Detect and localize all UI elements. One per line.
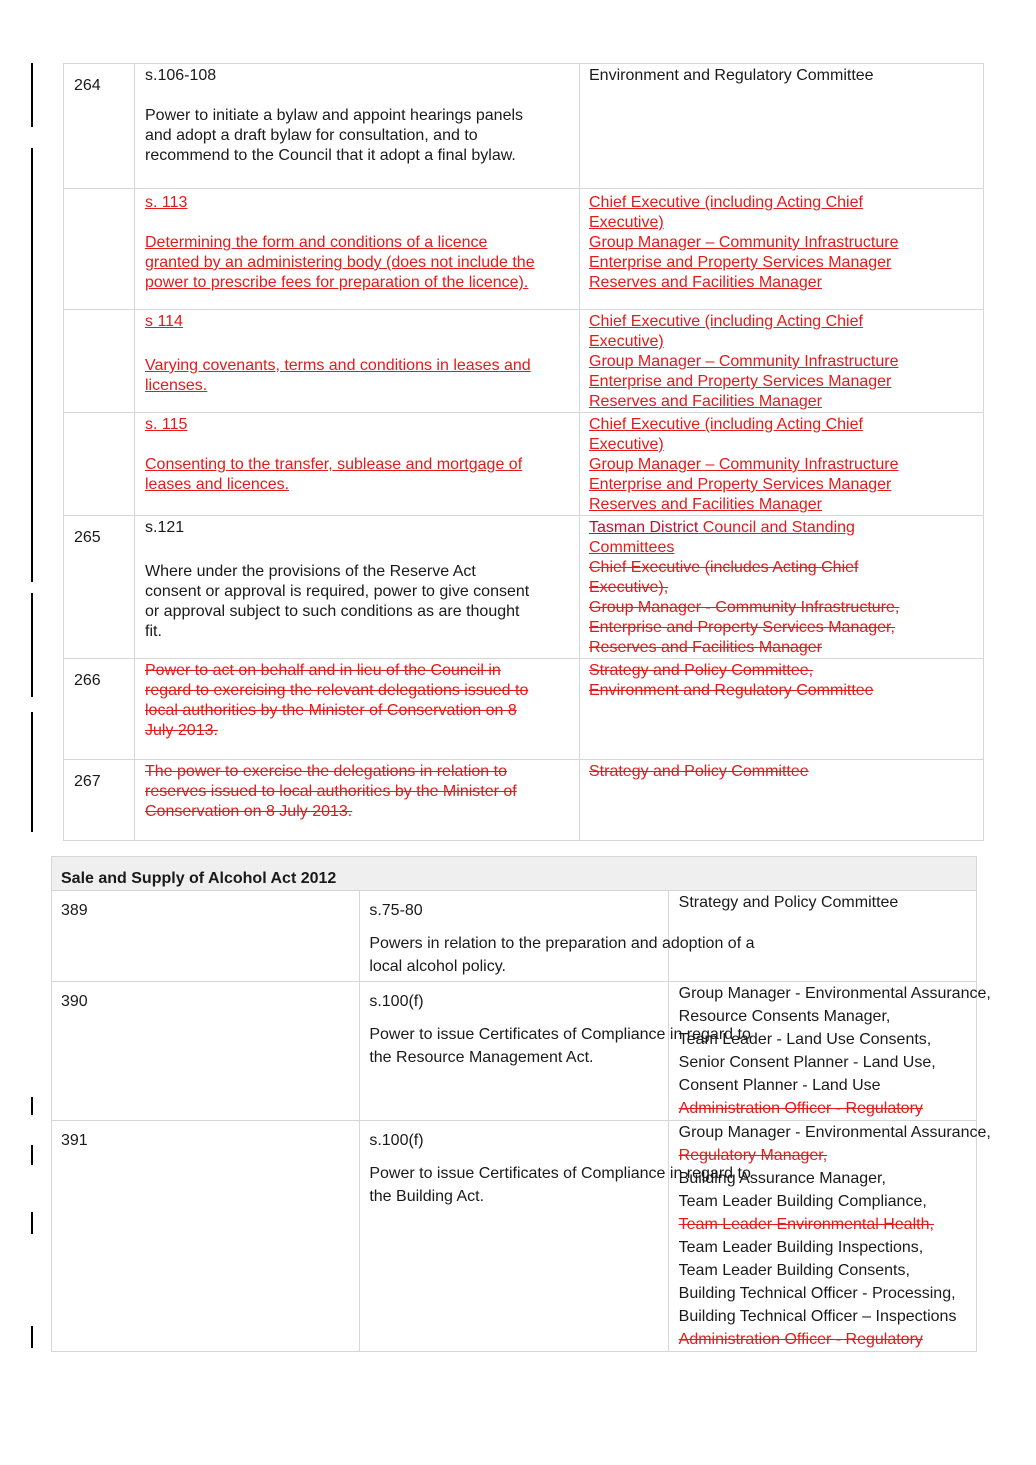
description-line: granted by an administering body (does not include the (145, 254, 535, 271)
delegate-line: Group Manager – Community Infrastructure (589, 353, 899, 370)
delegate-line-deleted: Regulatory Manager, (678, 1147, 828, 1164)
description-line: leases and licences. (145, 476, 290, 493)
change-bar (31, 1145, 33, 1165)
delegate-line: Chief Executive (including Acting Chief (589, 194, 863, 211)
description-line: Consenting to the transfer, sublease and mortgage of (145, 456, 523, 473)
delegate-line: Consent Planner - Land Use (678, 1077, 881, 1094)
delegate-line: Reserves and Facilities Manager (589, 496, 822, 513)
row-number (64, 413, 135, 516)
table-row (64, 310, 984, 413)
delegate-line-deleted: Team Leader Environmental Health, (678, 1216, 934, 1233)
delegate-line: Executive) (589, 436, 664, 453)
provision-cell (360, 982, 751, 1121)
delegate-cell (580, 189, 984, 310)
provision-cell (135, 310, 580, 413)
provision-cell (135, 516, 580, 659)
description-line: Determining the form and conditions of a licence (145, 234, 488, 251)
provision-cell (360, 1121, 751, 1352)
delegate-line-deleted: Administration Officer - Regulatory (678, 1331, 923, 1348)
description-line: power to prescribe fees for preparation of the licence). (145, 274, 529, 291)
description-line-deleted: The power to exercise the delegations in relation to (145, 763, 507, 780)
description-line-deleted: reserves issued to local authorities by the Minister of (145, 783, 517, 800)
row-number: 391 (52, 1121, 360, 1352)
row-number: 265 (64, 516, 135, 659)
change-bar (31, 148, 33, 582)
delegate-line-deleted: Group Manager - Community Infrastructure, (589, 599, 900, 616)
description-line: consent or approval is required, power to give consent (145, 583, 530, 600)
provision-cell (135, 760, 580, 841)
provision-cell (135, 659, 580, 760)
delegate-line: Tasman District Council and Standing (589, 519, 855, 536)
description-line-deleted: Conservation on 8 July 2013. (145, 803, 353, 820)
row-number: 390 (52, 982, 360, 1121)
description-line-deleted: regard to exercising the relevant delegations issued to (145, 682, 529, 699)
section-ref: s. 113 (145, 194, 188, 211)
description-line: and adopt a draft bylaw for consultation, and to (145, 127, 478, 144)
delegate-line: Group Manager – Community Infrastructure (589, 234, 899, 251)
change-bar (31, 712, 33, 832)
delegate-line-deleted: Executive), (589, 579, 669, 596)
delegate-line: Senior Consent Planner - Land Use, (678, 1054, 936, 1071)
table-row (64, 659, 984, 760)
description-line: Power to issue Certificates of Compliance in regard to (369, 1165, 751, 1182)
change-bar (31, 1097, 33, 1115)
section-ref: s.100(f) (369, 993, 424, 1010)
description-line: Powers in relation to the preparation and adoption of a (369, 935, 755, 952)
description-line: local alcohol policy. (369, 958, 506, 975)
description-line: Where under the provisions of the Reserve Act (145, 563, 476, 580)
delegate-line-deleted: Chief Executive (includes Acting Chief (589, 559, 859, 576)
delegate-line: Chief Executive (including Acting Chief (589, 313, 863, 330)
row-number: 266 (64, 659, 135, 760)
section-ref: s.100(f) (369, 1132, 424, 1149)
delegate-line: Chief Executive (including Acting Chief (589, 416, 863, 433)
delegate-line: Executive) (589, 214, 664, 231)
alcohol-act-table (51, 856, 991, 1352)
description-line: licenses. (145, 377, 208, 394)
delegate-line: Strategy and Policy Committee (678, 894, 899, 911)
delegate-line: Group Manager - Environmental Assurance, (678, 1124, 991, 1141)
delegate-cell (580, 413, 984, 516)
delegate-line-deleted: Strategy and Policy Committee, (589, 662, 814, 679)
delegate-line: Resource Consents Manager, (678, 1008, 891, 1025)
delegate-line: Reserves and Facilities Manager (589, 393, 822, 410)
description-line: or approval subject to such conditions as are thought (145, 603, 520, 620)
row-number (64, 189, 135, 310)
section-ref: s.106-108 (145, 67, 217, 84)
delegate-cell (580, 760, 984, 841)
description-line: the Building Act. (369, 1188, 485, 1205)
delegate-cell (668, 1121, 991, 1352)
delegate-line: Enterprise and Property Services Manager (589, 373, 892, 390)
table-row (64, 189, 984, 310)
provision-cell (360, 891, 755, 982)
delegate-line-deleted: Reserves and Facilities Manager (589, 639, 822, 656)
section-ref: s.121 (145, 519, 185, 536)
section-ref: s 114 (145, 313, 183, 330)
delegate-cell (580, 64, 984, 189)
description-line: Power to initiate a bylaw and appoint hearings panels (145, 107, 524, 124)
delegate-line: Building Technical Officer - Processing, (678, 1285, 956, 1302)
row-number (64, 310, 135, 413)
delegate-line: Team Leader - Land Use Consents, (678, 1031, 932, 1048)
row-number: 264 (64, 64, 135, 189)
section-ref: s. 115 (145, 416, 188, 433)
delegate-line-deleted: Environment and Regulatory Committee (589, 682, 874, 699)
delegate-line: Reserves and Facilities Manager (589, 274, 822, 291)
provision-cell (135, 64, 580, 189)
delegate-cell (580, 659, 984, 760)
row-number: 389 (52, 891, 360, 982)
table-row (64, 64, 984, 189)
description-line-deleted: July 2013. (145, 722, 218, 739)
row-number: 267 (64, 760, 135, 841)
provision-cell (135, 413, 580, 516)
delegate-line: Team Leader Building Inspections, (678, 1239, 924, 1256)
table-row (52, 891, 977, 982)
delegate-line: Building Technical Officer – Inspections (678, 1308, 957, 1325)
table-row (52, 982, 977, 1121)
delegate-line: Committees (589, 539, 675, 556)
change-bar (31, 1326, 33, 1348)
change-bar (31, 1212, 33, 1234)
description-line: fit. (145, 623, 162, 640)
delegate-line-deleted: Enterprise and Property Services Manager, (589, 619, 895, 636)
delegate-line: Enterprise and Property Services Manager (589, 476, 892, 493)
delegate-line: Executive) (589, 333, 664, 350)
delegate-line: Team Leader Building Consents, (678, 1262, 910, 1279)
description-line-deleted: Power to act on behalf and in lieu of the Council in (145, 662, 501, 679)
section-heading: Sale and Supply of Alcohol Act 2012 (52, 857, 977, 891)
delegate-line: Team Leader Building Compliance, (678, 1193, 927, 1210)
delegate-line: Enterprise and Property Services Manager (589, 254, 892, 271)
table-heading-row (52, 857, 977, 891)
delegate-line: Group Manager – Community Infrastructure (589, 456, 899, 473)
change-bar (31, 593, 33, 697)
delegate-cell (580, 516, 984, 659)
description-line-deleted: local authorities by the Minister of Conservation on 8 (145, 702, 517, 719)
table-row (64, 516, 984, 659)
provision-cell (135, 189, 580, 310)
description-line: Varying covenants, terms and conditions in leases and (145, 357, 531, 374)
delegate-line: Building Assurance Manager, (678, 1170, 886, 1187)
table-row (64, 760, 984, 841)
reserves-delegations-table (63, 63, 984, 841)
delegate-line-deleted: Strategy and Policy Committee (589, 763, 809, 780)
section-ref: s.75-80 (369, 902, 423, 919)
delegate-line: Environment and Regulatory Committee (589, 67, 874, 84)
delegate-cell (668, 982, 991, 1121)
description-line: the Resource Management Act. (369, 1049, 594, 1066)
change-bar (31, 63, 33, 127)
delegate-cell (580, 310, 984, 413)
delegate-line-deleted: Administration Officer - Regulatory (678, 1100, 923, 1117)
delegate-line: Group Manager - Environmental Assurance, (678, 985, 991, 1002)
description-line: Power to issue Certificates of Compliance in regard to (369, 1026, 751, 1043)
table-row (52, 1121, 977, 1352)
description-line: recommend to the Council that it adopt a final bylaw. (145, 147, 516, 164)
table-row (64, 413, 984, 516)
